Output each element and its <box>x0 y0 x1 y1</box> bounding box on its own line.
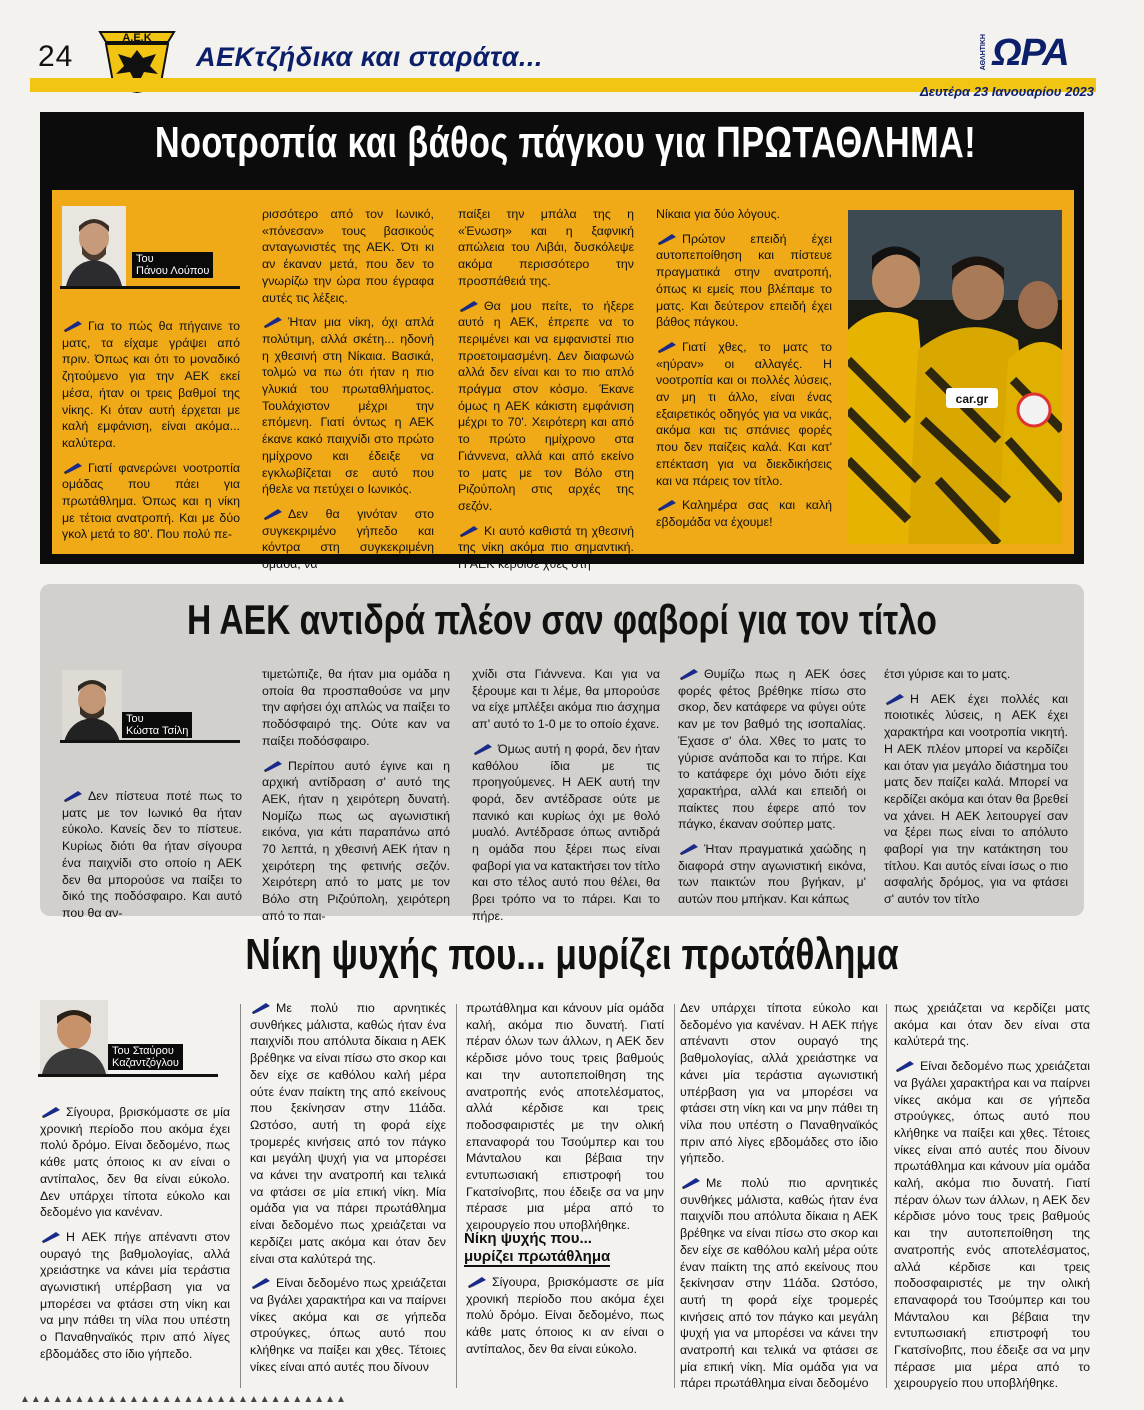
article-2-column-1 <box>62 788 242 930</box>
pen-icon <box>62 319 84 332</box>
article-3-column-2 <box>250 1000 446 1383</box>
pen-icon <box>62 461 84 474</box>
paragraph-text: Ήταν πραγματικά χαώδης η διαφορά στην αγωνιστική εικόνα, των παικτών που βγήκαν, μ' αυτών που μπήκαν. Και κάπως <box>678 842 866 907</box>
article-1-column-4 <box>656 206 832 539</box>
pen-icon <box>656 340 678 353</box>
brand-small: ΑΘΛΗΤΙΚΗ <box>980 34 987 71</box>
article-2-column-2 <box>262 666 450 933</box>
author-rule <box>60 740 240 743</box>
pen-icon <box>250 1276 272 1289</box>
paragraph <box>250 1000 446 1267</box>
paragraph <box>472 741 660 925</box>
article-2-column-3 <box>472 666 660 933</box>
paragraph-text: Δεν πίστευα ποτέ πως το ματς με τον Ιωνικό θα ήταν εύκολο. Κανείς δεν το πίστευε. Κυρίως διότι θα ήταν σίγουρα ένα παιχνίδι στο οποίο η ΑΕΚ δεν θα μπορούσε να παίξει το δικό της ποδόσφαιρο. Και αυτό που θα αν- <box>62 789 242 920</box>
pen-icon <box>466 1275 488 1288</box>
paragraph-text: Είναι δεδομένο πως χρειάζεται να βγάλει χαρακτήρα και να παίρνει νίκες ακόμα και σε γήπεδα στρούγκες, όπως αυτό που κλήθηκε να παίξει και χθες. Τέτοιες νίκες είναι από αυτές που δίνουν πρωτάθλημα και κάνουν μία ομάδα καλή, ακόμα πιο δυνατή. Γιατί πέραν όλων των άλλων, η ΑΕΚ δεν κέρδισε μόνο τους τρεις βαθμούς και την αυτοπεποίθηση της ανατροπής ενός αποτελέσματος, αλλά κέρδισε και τρεις ποδοσφαιριστές με την ολική επαναφορά του Τσούμπερ και του Μάνταλου και βέβαια την εντυπωσιακή επιστροφή του Γκατσίνοβιτς, που έδειξε σα να μην πέρασε μια μέρα από το χειρουργείο που υποβλήθηκε. <box>894 1059 1090 1391</box>
paragraph-text: Είναι δεδομένο πως χρειάζεται να βγάλει χαρακτήρα και να παίρνει νίκες ακόμα και σε γήπεδα στρούγκες, όπως αυτό που κλήθηκε να παίξει και χθες. Τέτοιες νίκες είναι από αυτές που δίνουν <box>250 1276 446 1374</box>
paragraph <box>62 318 240 452</box>
paragraph-text: Η ΑΕΚ πήγε απέναντι στον ουραγό της βαθμολογίας, αλλά χρειάστηκε να κάνει μία τεράστια αγωνιστική υπέρβαση για να μπορέσει να φτάσει στη νίκη και να μην πάθει τη νίλα που υπέστη ο Παναθηναϊκός πριν από λίγες εβδομάδες στο ίδιο γήπεδο. <box>40 1229 230 1361</box>
author-label-kazantzoglou <box>108 1044 183 1070</box>
article-3-column-3b <box>466 1274 664 1366</box>
article-3-column-3 <box>466 1000 664 1242</box>
paragraph: έτσι γύρισε και το ματς. <box>884 667 1011 681</box>
footer-dots: ▲▲▲▲▲▲▲▲▲▲▲▲▲▲▲▲▲▲▲▲▲▲▲▲▲▲▲▲▲▲ <box>20 1394 347 1405</box>
article-1-title: Νοοτροπία και βάθος πάγκου για ΠΡΩΤΑΘΛΗΜΑ! <box>154 118 977 167</box>
pen-icon <box>40 1230 62 1243</box>
article-1-column-2 <box>262 206 434 581</box>
paragraph <box>262 506 434 573</box>
paragraph-text: Γιατί φανερώνει νοοτροπία ομάδας που πάει για πρωτάθλημα. Όπως και η νίκη με τέτοια ανατροπή. Και με δύο γκολ μετά το 80'. Που πολύ πε- <box>62 460 240 542</box>
paragraph <box>262 314 434 498</box>
paragraph: τιμετώπιζε, θα ήταν μια ομάδα η οποία θα προσπαθούσε να μην την αφήσει όχι απλώς να παίξει το ποδόσφαιρό της. Ούτε καν να παίξει ποδόσφαιρο. <box>262 667 450 748</box>
paragraph <box>250 1275 446 1375</box>
pen-icon <box>262 759 284 772</box>
article-3-title: Νίκη ψυχής που... μυρίζει πρωτάθλημα <box>245 930 899 979</box>
article-3-subheading <box>464 1230 670 1266</box>
pen-icon <box>458 299 480 312</box>
pen-icon <box>678 842 700 855</box>
author-photo-loupos <box>62 206 126 286</box>
column-divider <box>674 1004 675 1388</box>
paragraph-text: Θυμίζω πως η ΑΕΚ όσες φορές φέτος βρέθηκε πίσω στο σκορ, δεν κατάφερε να φύγει ούτε καν με τον βαθμό της ισοπαλίας. Έχασε σ' όλα. Χθες το ματς το γύρισε ανάποδα και το πήρε. Και το κατάφερε όχι μόνο διότι είχε χαρακτήρα, αλλά και επειδή οι παίκτες που έφερε από τον πάγκο, έκαναν σούπερ ματς. <box>678 667 866 832</box>
column-divider <box>886 1004 887 1388</box>
author-name: Κώστα Τσίλη <box>126 725 189 737</box>
paragraph <box>466 1274 664 1358</box>
paragraph <box>656 339 832 489</box>
paragraph <box>656 497 832 530</box>
article-3-column-1 <box>40 1104 230 1371</box>
brand-logo: ΩΡΑ <box>992 32 1069 74</box>
author-prefix: Του <box>126 713 144 725</box>
paragraph <box>458 523 634 573</box>
article-1-column-3 <box>458 206 634 581</box>
article-3-column-5 <box>894 1000 1090 1400</box>
paragraph: χνίδι στα Γιάννενα. Και για να ξέρουμε και τι λέμε, θα μπορούσε να είχε μπλέξει ακόμα πιο άσχημα απ' αυτό το 1-0 με το οποίο έχανε. <box>472 667 660 732</box>
article-2-title: Η ΑΕΚ αντιδρά πλέον σαν φαβορί για τον τίτλο <box>187 596 937 643</box>
pen-icon <box>678 667 700 680</box>
paragraph <box>894 1058 1090 1392</box>
paragraph-text: Η ΑΕΚ έχει πολλές και ποιοτικές λύσεις, η ΑΕΚ έχει χαρακτήρα και νοοτροπία νικητή. Η ΑΕΚ πλέον μπορεί να κερδίζει και όταν για μεγάλο διάστημα του ματς δεν παίζει καλά. Μπορεί να κερδίζει ακόμα και όταν θα βρεθεί να χάνει. Η ΑΕΚ λειτουργεί σαν να ξέρει πως είναι το απόλυτο φαβορί για την κατάκτηση του τίτλου. Και αυτός είναι ίσως ο πιο ασφαλής δρόμος, για να φτάσει σ' αυτόν τον τίτλο <box>884 691 1068 907</box>
subheading-line-1: Νίκη ψυχής που... <box>464 1230 592 1247</box>
paragraph: πρωτάθλημα και κάνουν μία ομάδα καλή, ακόμα πιο δυνατή. Γιατί πέραν όλων των άλλων, η ΑΕΚ δεν κέρδισε μόνο τους τρεις βαθμούς και την αυτοπεποίθηση της ανατροπής ενός αποτελέσματος, αλλά κέρδισε και τρεις ποδοσφαιριστές με την ολική επαναφορά του Τσούμπερ και του Μάνταλου και βέβαια την εντυπωσιακή επιστροφή του Γκατσίνοβιτς, που έδειξε σα να μην πέρασε μια μέρα από το χειρουργείο που υποβλήθηκε. <box>466 1001 664 1233</box>
author-rule <box>60 286 240 289</box>
paragraph-text: Σίγουρα, βρισκόμαστε σε μία χρονική περίοδο που ακόμα έχει πολύ δρόμο. Είναι δεδομένο, πως κάθε ματς όποιος κι αν είναι ο αντίπαλος, δεν θα είναι εύκολο. Δεν υπάρχει τίποτα εύκολο και δεδομένο για κανέναν. <box>40 1105 230 1220</box>
issue-date: Δευτέρα 23 Ιανουαρίου 2023 <box>920 84 1095 99</box>
paragraph: Δεν υπάρχει τίποτα εύκολο και δεδομένο για κανέναν. Η ΑΕΚ πήγε απέναντι στον ουραγό της βαθμολογίας, αλλά χρειάστηκε να κάνει μία τεράστια αγωνιστική υπέρβαση για να μπορέσει να φτάσει στη νίκη και να μην πάθει τη νίλα που υπέστη ο Παναθηναϊκός πριν από λίγες εβδομάδες στο ίδιο γήπεδο. <box>680 1001 878 1166</box>
players-celebration-photo <box>848 210 1062 544</box>
paragraph <box>458 298 634 515</box>
paragraph <box>678 841 866 908</box>
paragraph-text: Πρώτον επειδή έχει αυτοπεποίθηση και πίστευε πραγματικά στην ανατροπή, όπως κι εμείς που βλέπαμε το ματς. Και δεύτερον επειδή έχει βάθος πάγκου. <box>656 231 832 330</box>
column-divider <box>456 1004 457 1388</box>
pen-icon <box>262 507 284 520</box>
pen-icon <box>894 1059 916 1072</box>
paragraph <box>678 666 866 833</box>
logo-text: Α.Ε.Κ <box>122 32 152 44</box>
paragraph <box>40 1229 230 1363</box>
paragraph-text: Όμως αυτή η φορά, δεν ήταν καθόλου ίδια με τις προηγούμενες. Η ΑΕΚ αυτή την φορά, δεν αντέδρασε ούτε με πανικό και κυρίως όχι με θολό μυαλό. Αντέδρασε όπως αντιδρά η ομάδα που ξέρει πως είναι φαβορί για να κατακτήσει τον τίτλο και στο τέλος αυτό που θέλει, θα βρει τρόπο να το πάρει. Και το πήρε. <box>472 741 660 923</box>
paragraph: παίξει την μπάλα της η «Ένωση» και η ξαφνική απώλεια του Λιβάι, δυσκόλεψε ακόμα περισσότερο την προσπάθειά της. <box>458 207 634 288</box>
author-label-tsilis <box>122 712 192 738</box>
paragraph <box>884 691 1068 908</box>
pen-icon <box>40 1105 62 1118</box>
paragraph <box>262 758 450 925</box>
column-divider <box>240 1004 241 1388</box>
author-label-loupos <box>132 252 213 278</box>
paragraph: Νίκαια για δύο λόγους. <box>656 207 781 221</box>
paragraph-text: Καλημέρα σας και καλή εβδομάδα να έχουμε! <box>656 498 832 529</box>
article-1-column-1 <box>62 318 240 551</box>
pen-icon <box>62 789 84 802</box>
paragraph <box>656 231 832 331</box>
paragraph: ρισσότερο από τον Ιωνικό, «πόνεσαν» τους βασικούς ανταγωνιστές της ΑΕΚ. Ότι κι αν έκαναν μετά, που δεν το γνωρίζω την ώρα που έγραφα αυτές τις λέξεις. <box>262 207 434 305</box>
author-photo-tsilis <box>62 670 122 742</box>
pen-icon <box>458 524 480 537</box>
paragraph <box>62 460 240 544</box>
paragraph-text: Γιατί χθες, το ματς το «ηύραν» οι αλλαγές. Η νοοτροπία και οι πολλές λύσεις, αν μη τι άλλο, είναι ένας εξαιρετικός οδηγός για να νικάς, ακόμα και τις σπάνιες φορές που δεν παίζεις καλά. Και κατ' επέκταση για να διεκδικήσεις και να πάρεις τον τίτλο. <box>656 339 832 488</box>
paragraph-text: Για το πώς θα πήγαινε το ματς, τα είχαμε γράψει από πριν. Όπως και ότι το μοναδικό ζητούμενο για την ΑΕΚ εκεί μέσα, ήταν οι τρεις βαθμοί της νίκης. Κι όταν αυτή έρχεται με καλή εμφάνιση, είναι ακόμα... καλύτερα. <box>62 319 240 450</box>
paragraph <box>40 1104 230 1221</box>
jersey-sponsor: car.gr <box>955 392 989 406</box>
paragraph <box>680 1175 878 1392</box>
author-name: Καζαντζόγλου <box>112 1057 179 1069</box>
paragraph-text: Σίγουρα, βρισκόμαστε σε μία χρονική περίοδο που ακόμα έχει πολύ δρόμο. Είναι δεδομένο, πως κάθε ματς όποιος κι αν είναι ο αντίπαλος, δεν θα είναι εύκολο. <box>466 1275 664 1356</box>
author-prefix: Του Σταύρου <box>112 1045 174 1057</box>
paragraph-text: Δεν θα γινόταν στο συγκεκριμένο γήπεδο και κόντρα στη συγκεκριμένη ομάδα, να <box>262 506 434 572</box>
page-number: 24 <box>38 40 74 73</box>
pen-icon <box>656 232 678 245</box>
author-name: Πάνου Λούπου <box>136 265 210 277</box>
subheading-line-2: μυρίζει πρωτάθλημα <box>464 1248 611 1265</box>
paragraph-text: Με πολύ πιο αρνητικές συνθήκες μάλιστα, καθώς ήταν ένα παιχνίδι που απόλυτα δίκαια η ΑΕΚ βρέθηκε να είναι πίσω στο σκορ και δεν είχε σε καθόλου καλή μέρα ούτε έναν παίκτη της από εκείνους που ξεκίνησαν στην 11άδα. Ωστόσο, αυτή τη φορά είχε τρομερές κινήσεις από τον πάγκο και μεγάλη ψυχή για να μπορέσει να κάνει την ανατροπή και τελικά να φτάσει σε μία επική νίκη. Μία ομάδα για να πάρει πρωτάθλημα είναι δεδομένο πως χρειάζεται να κερδίζει ματς ακόμα και όταν δεν είναι στα καλύτερά της. <box>250 1001 446 1266</box>
pen-icon <box>680 1176 702 1189</box>
pen-icon <box>884 692 906 705</box>
section-title: ΑΕΚτζήδικα και σταράτα... <box>196 42 543 72</box>
author-photo-kazantzoglou <box>40 1000 108 1074</box>
paragraph-text: Θα μου πείτε, το ήξερε αυτό η ΑΕΚ, έπρεπε να το περιμένει και να εμφανιστεί πιο προετοιμασμένη. Δεν διαφωνώ αλλά δεν είναι και το πιο απλό πράγμα στον κόσμο. Έκανε όμως η ΑΕΚ κάκιστη εμφάνιση μέχρι το 70'. Χειρότερη και από το πρώτο ημίχρονο στα Γιάννενα, αλλά και από εκείνο το ματς με τον Βόλο στη Ριζούπολη στις αρχές της σεζόν. <box>458 298 634 513</box>
paragraph-text: Με πολύ πιο αρνητικές συνθήκες μάλιστα, καθώς ήταν ένα παιχνίδι που απόλυτα δίκαια η ΑΕΚ βρέθηκε να είναι πίσω στο σκορ και δεν είχε σε καθόλου καλή μέρα ούτε έναν παίκτη της από εκείνους που ξεκίνησαν στην 11άδα. Ωστόσο, αυτή τη φορά είχε τρομερές κινήσεις από τον πάγκο και μεγάλη ψυχή για να μπορέσει να κάνει την ανατροπή και τελικά να φτάσει σε μία επική νίκη. Μία ομάδα για να πάρει πρωτάθλημα είναι δεδομένο <box>680 1176 878 1391</box>
author-rule <box>38 1074 218 1077</box>
article-3-column-4 <box>680 1000 878 1400</box>
paragraph: πως χρειάζεται να κερδίζει ματς ακόμα και όταν δεν είναι στα καλύτερά της. <box>894 1001 1090 1049</box>
pen-icon <box>656 498 678 511</box>
article-2-column-4 <box>678 666 866 916</box>
paragraph-text: Περίπου αυτό έγινε και η αρχική αντίδραση σ' αυτό της ΑΕΚ, ήταν η χειρότερη δυνατή. Νομίζω πως ως αγωνιστική εικόνα, για κάτι παραπάνω από 70 λεπτά, η χθεσινή ΑΕΚ ήταν η χειρότερη της φετινής σεζόν. Χειρότερη από το ματς με τον Βόλο στη Ριζούπολη, χειρότερη από το παι- <box>262 758 450 923</box>
pen-icon <box>262 315 284 328</box>
article-2-column-5 <box>884 666 1068 916</box>
pen-icon <box>472 742 494 755</box>
paragraph-text: Κι αυτό καθιστά τη χθεσινή της νίκη ακόμα πιο σημαντική. Η ΑΕΚ κέρδισε χθες στη <box>458 523 634 572</box>
paragraph <box>62 788 242 922</box>
author-prefix: Του <box>136 253 154 265</box>
paragraph-text: Ήταν μια νίκη, όχι απλά πολύτιμη, αλλά σκέτη... ηδονή η χθεσινή στη Νίκαια. Βασικά, τολμώ να πω ότι ήταν η πιο γλυκιά του πρωταθλήματος. Τουλάχιστον μέχρι την επόμενη. Γιατί όντως η ΑΕΚ έκανε κακό παιχνίδι στο πρώτο ημίχρονο και έδειξε να εγκλωβίζεται σε αυτό που ήθελε να πετύχει ο Ιωνικός. <box>262 315 434 497</box>
pen-icon <box>250 1001 272 1014</box>
